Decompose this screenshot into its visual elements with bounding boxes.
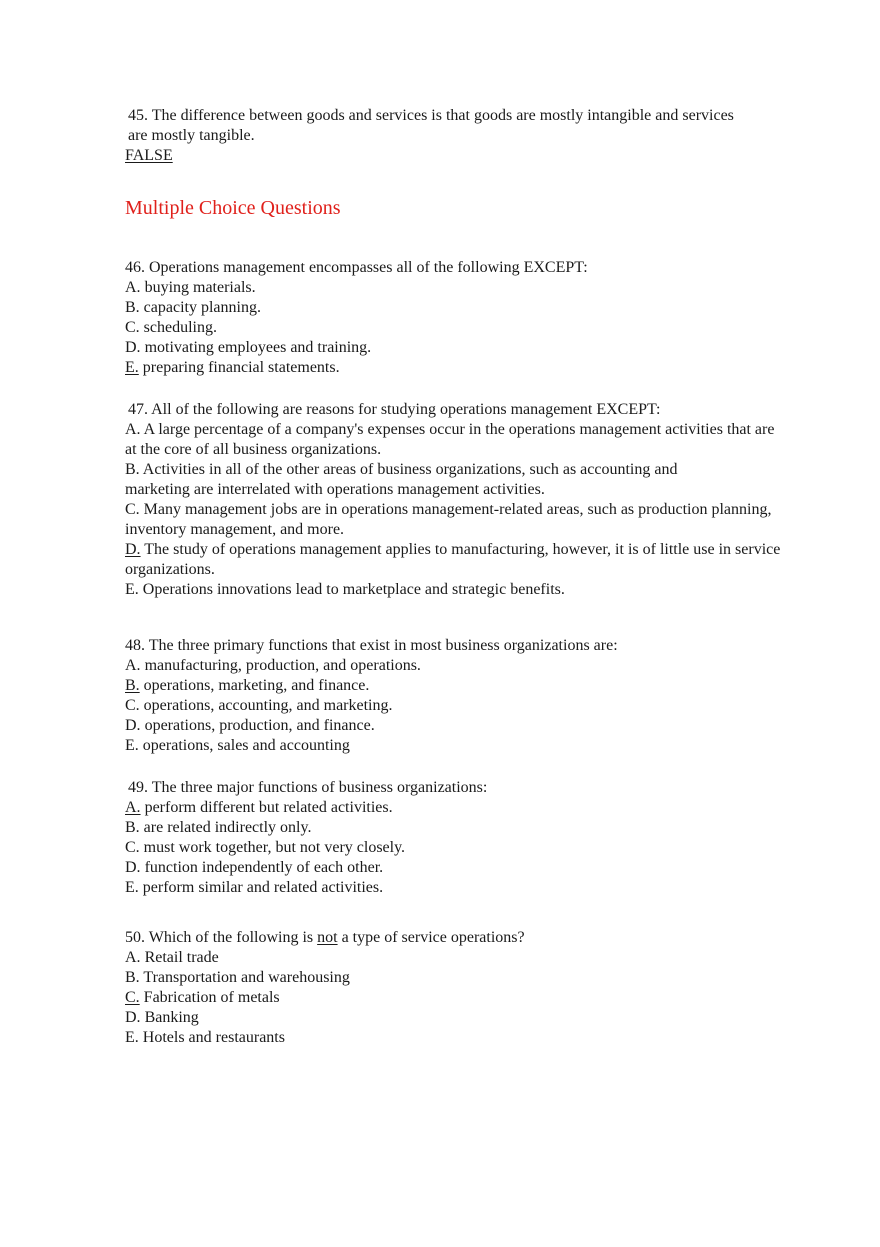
option-a: A. Retail trade	[125, 949, 219, 966]
option-c: C. must work together, but not very closely.	[125, 839, 406, 856]
answer-label: FALSE	[125, 147, 173, 164]
option-e: E. Hotels and restaurants	[125, 1029, 285, 1046]
correct-answer-letter: C.	[125, 989, 140, 1006]
emphasis-not: not	[317, 929, 338, 946]
option-b: B. Transportation and warehousing	[125, 969, 350, 986]
question-50	[125, 928, 785, 1048]
question-46-stem: 46. Operations management encompasses all of the following EXCEPT:	[125, 259, 588, 276]
option-e: E. operations, sales and accounting	[125, 737, 350, 754]
question-46	[125, 258, 785, 378]
option-a: A. buying materials.	[125, 279, 256, 296]
question-47	[125, 400, 785, 600]
option-b-correct: B. operations, marketing, and finance.	[125, 677, 370, 694]
question-45-text: 45. The difference between goods and services is that goods are mostly intangible and services are mostly tangible.	[128, 107, 734, 144]
question-49-stem: 49. The three major functions of business organizations:	[128, 779, 488, 796]
option-c: C. operations, accounting, and marketing.	[125, 697, 393, 714]
option-d: D. operations, production, and finance.	[125, 717, 375, 734]
option-c: C. scheduling.	[125, 319, 217, 336]
option-b: B. Activities in all of the other areas of business organizations, such as accounting and marketing are interrelated with operations management activities.	[125, 461, 678, 498]
question-50-stem: 50. Which of the following is not a type of service operations?	[125, 929, 525, 946]
question-48	[125, 636, 785, 756]
question-45-answer	[125, 146, 785, 166]
question-48-stem: 48. The three primary functions that exist in most business organizations are:	[125, 637, 618, 654]
option-b: B. capacity planning.	[125, 299, 261, 316]
option-e: E. perform similar and related activities.	[125, 879, 384, 896]
correct-answer-letter: A.	[125, 799, 141, 816]
option-a: A. manufacturing, production, and operations.	[125, 657, 421, 674]
option-e-correct: E. preparing financial statements.	[125, 359, 340, 376]
correct-answer-letter: E.	[125, 359, 139, 376]
option-d: D. function independently of each other.	[125, 859, 384, 876]
option-e: E. Operations innovations lead to marketplace and strategic benefits.	[125, 581, 565, 598]
option-d-correct: D. The study of operations management applies to manufacturing, however, it is of little use in service organizations.	[125, 541, 781, 578]
option-a: A. A large percentage of a company's expenses occur in the operations management activities that are at the core of all business organizations.	[125, 421, 775, 458]
question-49	[125, 778, 785, 898]
option-c: C. Many management jobs are in operations management-related areas, such as production planning, inventory management, and more.	[125, 501, 772, 538]
correct-answer-letter: B.	[125, 677, 140, 694]
correct-answer-letter: D.	[125, 541, 141, 558]
question-47-stem: 47. All of the following are reasons for studying operations management EXCEPT:	[128, 401, 661, 418]
option-d: D. motivating employees and training.	[125, 339, 372, 356]
option-b: B. are related indirectly only.	[125, 819, 312, 836]
option-a-correct: A. perform different but related activities.	[125, 799, 393, 816]
option-c-correct: C. Fabrication of metals	[125, 989, 280, 1006]
section-title: Multiple Choice Questions	[125, 197, 341, 219]
question-45	[125, 106, 785, 166]
option-d: D. Banking	[125, 1009, 199, 1026]
